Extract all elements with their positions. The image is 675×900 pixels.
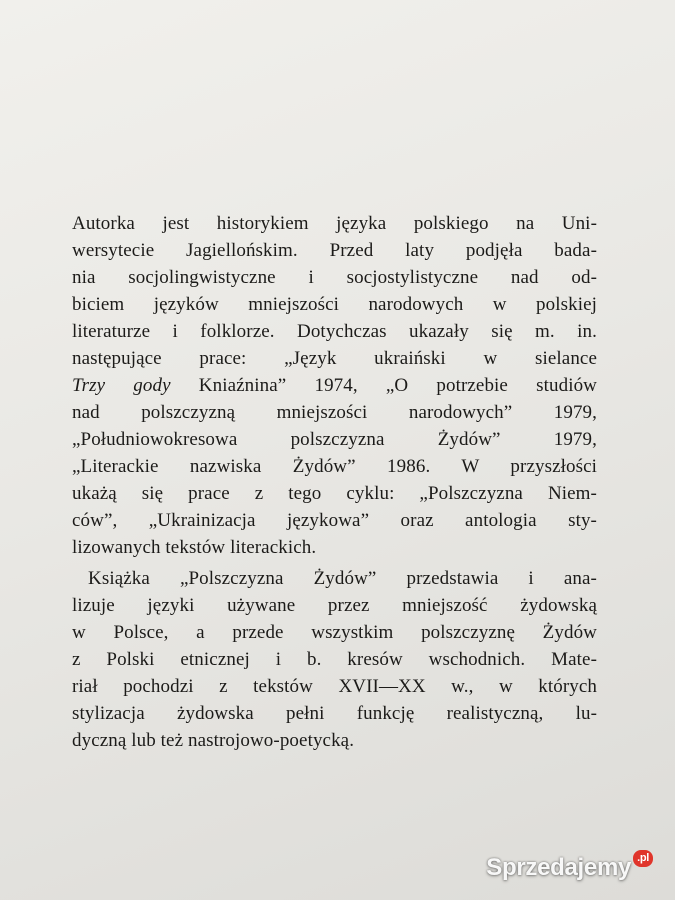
text-line: biciem języków mniejszości narodowych w polskiej [72,294,597,315]
italic-title: Trzy gody [72,375,171,396]
text-line: wersytecie Jagiellońskim. Przed laty podjęła bada- [72,240,597,261]
watermark-logo [486,854,653,882]
text-line: „Literackie nazwiska Żydów” 1986. W przyszłości [72,456,597,477]
text-line: ców”, „Ukrainizacja językowa” oraz antologia sty- [72,510,597,531]
text-line: nad polszczyzną mniejszości narodowych” 1979, [72,402,597,423]
text-line: lizuje języki używane przez mniejszość żydowską [72,595,597,616]
text-line: Książka „Polszczyzna Żydów” przedstawia i ana- [88,568,597,589]
text-line: ukażą się prace z tego cyklu: „Polszczyzna Niem- [72,483,597,504]
text-line [72,372,597,399]
cover-text [72,210,597,754]
book-paragraph [72,565,597,754]
author-paragraph [72,210,597,561]
text-line: „Południowokresowa polszczyzna Żydów” 1979, [72,429,597,450]
text-line: stylizacja żydowska pełni funkcję realistyczną, lu- [72,703,597,724]
text-line: w Polsce, a przede wszystkim polszczyznę Żydów [72,622,597,643]
watermark-tld-badge: .pl [633,850,653,867]
text-line: literaturze i folklorze. Dotychczas ukazały się m. in. [72,321,597,342]
text-line: dyczną lub też nastrojowo-poetycką. [72,730,355,751]
text-line: Autorka jest historykiem języka polskiego na Uni- [72,213,597,234]
text-line: z Polski etnicznej i b. kresów wschodnich. Mate- [72,649,597,670]
text-line: riał pochodzi z tekstów XVII—XX w., w których [72,676,597,697]
text-fragment: Kniaźnina” 1974, „O potrzebie studiów [170,375,597,396]
text-line: lizowanych tekstów literackich. [72,537,317,558]
text-line: nia socjolingwistyczne i socjostylistyczne nad od- [72,267,597,288]
text-line: następujące prace: „Język ukraiński w sielance [72,348,597,369]
watermark-name: Sprzedajemy [486,854,632,881]
